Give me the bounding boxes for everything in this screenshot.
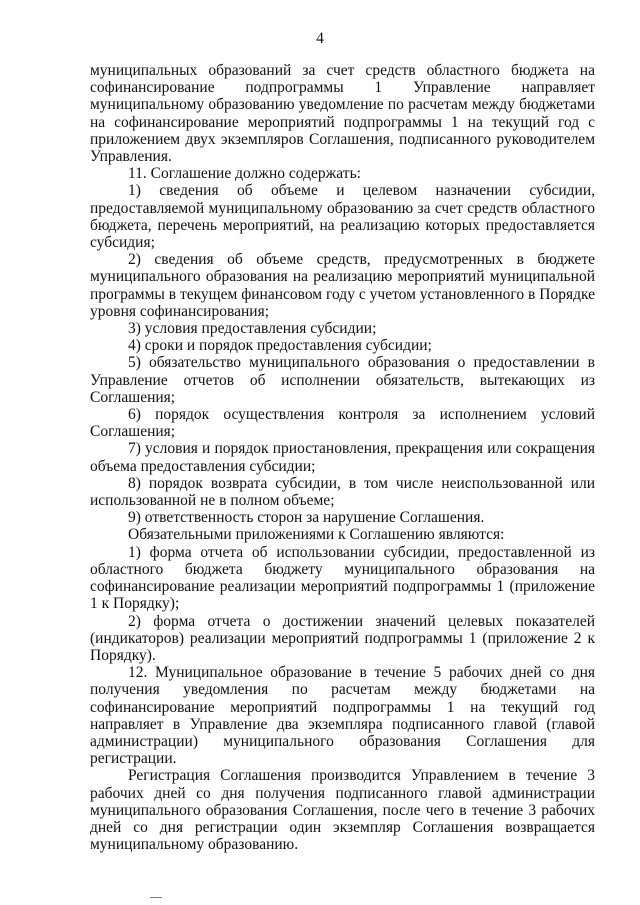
list-item-11-4: 4) сроки и порядок предоставления субсидии; <box>128 337 432 355</box>
page-number: 4 <box>316 30 324 47</box>
list-item-11-9: 9) ответственность сторон за нарушение Соглашения. <box>128 509 485 527</box>
paragraph-attachments: Обязательными приложениями к Соглашению являются: <box>128 526 505 544</box>
list-item-11-1: 1) сведения об объеме и целевом назначении субсидии, предоставляемой муниципальному образованию за счет средств областного бюджета, перечень мероприятий, на реализацию которых предоставляется субсидия; <box>90 182 595 252</box>
scan-artifact <box>150 897 162 898</box>
paragraph-registration: Регистрация Соглашения производится Управлением в течение 3 рабочих дней со дня получения подписанного главой администрации муниципального образования Соглашения, после чего в течение 3 рабочих дней со дня регистрации один экземпляр Соглашения возвращается муниципальному образованию. <box>90 767 595 854</box>
paragraph-clause-12: 12. Муниципальное образование в течение 5 рабочих дней со дня получения уведомления по расчетам между бюджетами на софинансирование мероприятий подпрограммы 1 на текущий год направляет в Управление два экземпляра подписанного главой (главой администрации) муниципального образования Соглашения для регистрации. <box>90 664 595 768</box>
paragraph-continuation: муниципальных образований за счет средств областного бюджета на софинансирование подпрограммы 1 Управление направляет муниципальному образованию уведомление по расчетам между бюджетами на софинансирование мероприятий подпрограммы 1 на текущий год с приложением двух экземпляров Соглашения, подписанного руководителем Управления. <box>90 62 595 166</box>
list-item-11-6: 6) порядок осуществления контроля за исполнением условий Соглашения; <box>90 406 595 441</box>
list-item-11-7: 7) условия и порядок приостановления, прекращения или сокращения объема предоставления субсидии; <box>90 440 595 475</box>
attachment-item-2: 2) форма отчета о достижении значений целевых показателей (индикаторов) реализации мероприятий подпрограммы 1 (приложение 2 к Порядку). <box>90 612 595 664</box>
list-item-11-8: 8) порядок возврата субсидии, в том числе неиспользованной или использованной не в полном объеме; <box>90 474 595 510</box>
attachment-item-1: 1) форма отчета об использовании субсидии, предоставленной из областного бюджета бюджету муниципального образования на софинансирование реализации мероприятий подпрограммы 1 (приложение 1 к Порядку); <box>90 543 595 613</box>
paragraph-clause-11: 11. Соглашение должно содержать: <box>128 165 361 183</box>
list-item-11-2: 2) сведения об объеме средств, предусмотренных в бюджете муниципального образования на реализацию мероприятий муниципальной программы в текущем финансовом году с учетом установленного в Порядке уровня софинансирования; <box>90 251 595 320</box>
list-item-11-5: 5) обязательство муниципального образования о предоставлении в Управление отчетов об исполнении обязательств, вытекающих из Соглашения; <box>90 354 595 406</box>
list-item-11-3: 3) условия предоставления субсидии; <box>128 320 377 338</box>
document-body <box>90 62 595 853</box>
